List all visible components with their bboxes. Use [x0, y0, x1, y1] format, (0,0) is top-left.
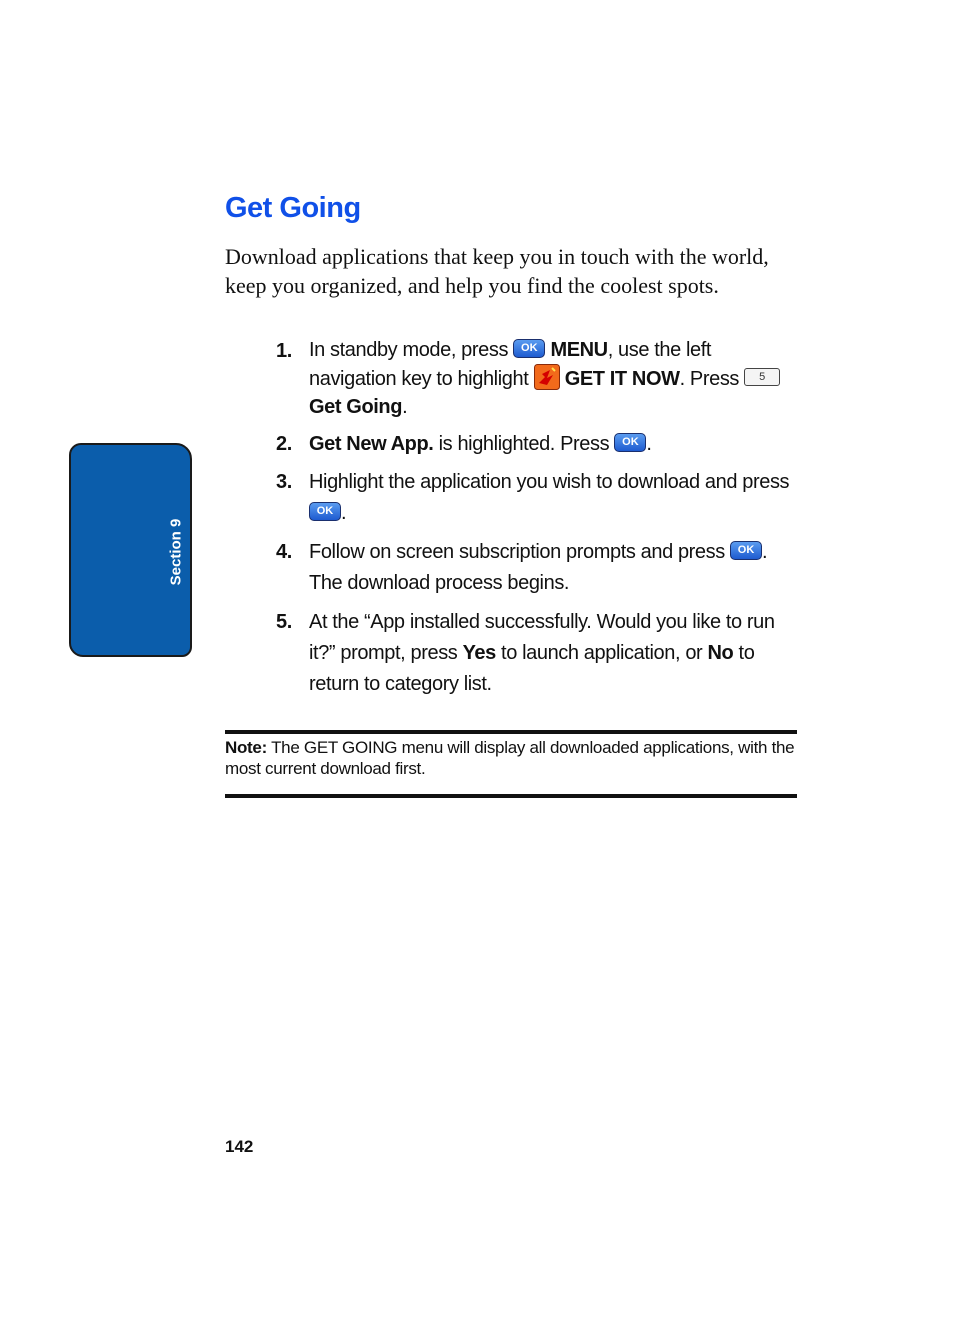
step-5: [276, 607, 798, 700]
step-text: In standby mode, press: [309, 339, 509, 361]
ok-key-icon: OK: [309, 502, 341, 521]
intro-paragraph: Download applications that keep you in touch with the world, keep you organized, and help you find the coolest spots.: [225, 244, 769, 298]
step-text: .: [402, 396, 408, 418]
step-text: At the “App installed successfully. Would you like to run it?” prompt, press: [309, 611, 775, 664]
steps-list: [276, 336, 798, 700]
ok-key-icon: OK: [614, 433, 646, 452]
note-rule-top: [225, 730, 797, 734]
no-label: No: [707, 642, 734, 664]
step-text: .: [341, 502, 347, 524]
get-it-now-label: GET IT NOW: [564, 367, 680, 390]
step-number: 2.: [276, 433, 292, 455]
step-number: 1.: [276, 340, 292, 362]
note-text: The GET GOING menu will display all downloaded applications, with the most current download first.: [225, 738, 795, 778]
step-2: [276, 429, 798, 467]
page-title: Get Going: [225, 192, 361, 224]
step-text: .: [646, 433, 652, 455]
section-tab-label: Section 9: [167, 518, 185, 586]
five-key-icon: 5: [744, 368, 780, 386]
get-it-now-icon: [534, 364, 560, 390]
step-number: 4.: [276, 541, 292, 563]
step-text: . Press: [679, 367, 740, 390]
menu-label: MENU: [550, 339, 608, 361]
ok-key-icon: OK: [730, 541, 762, 560]
note-label: Note:: [225, 738, 267, 757]
step-text: . The download process begins.: [309, 541, 768, 594]
step-3: [276, 467, 798, 537]
note-rule-bottom: [225, 794, 797, 798]
get-new-app-label: Get New App.: [309, 433, 434, 455]
note: [225, 737, 797, 779]
step-1: [276, 336, 798, 429]
step-text: to return to category list.: [309, 642, 755, 695]
step-text: Highlight the application you wish to download and press: [309, 471, 790, 493]
step-number: 5.: [276, 611, 292, 633]
step-text: , use the left navigation key to highlight: [309, 339, 712, 390]
get-going-label: Get Going: [309, 396, 403, 418]
step-text: to launch application, or: [501, 642, 703, 664]
step-text: Follow on screen subscription prompts and press: [309, 541, 725, 563]
yes-label: Yes: [462, 642, 496, 664]
step-text: is highlighted. Press: [438, 433, 610, 455]
step-number: 3.: [276, 471, 292, 493]
step-4: [276, 537, 798, 607]
page-number: 142: [225, 1137, 254, 1156]
ok-key-icon: OK: [513, 339, 545, 358]
